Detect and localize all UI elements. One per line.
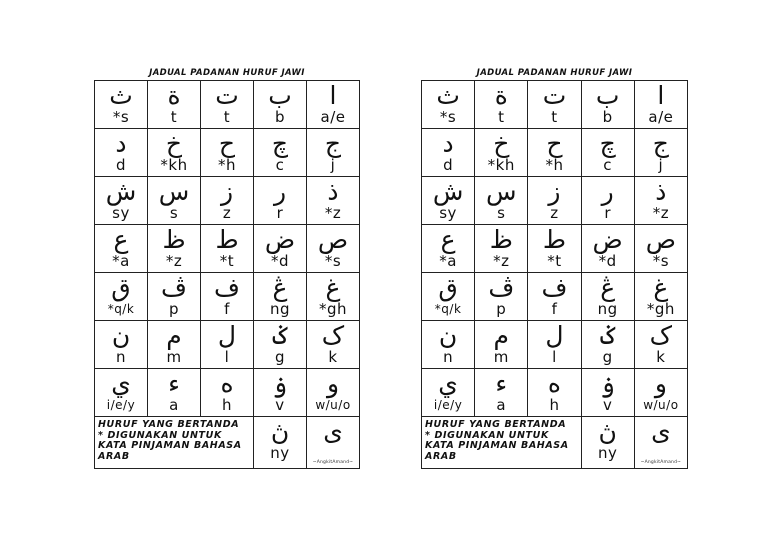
letter-cell	[475, 369, 528, 417]
letter-cell	[95, 369, 148, 417]
letter-cell	[634, 321, 687, 369]
letter-cell	[95, 321, 148, 369]
latin-equivalent: m	[493, 348, 509, 366]
latin-equivalent: a/e	[648, 108, 674, 126]
jawi-letter: ز	[220, 177, 234, 206]
jawi-letter: ر	[273, 177, 287, 206]
jawi-letter: م	[493, 321, 510, 350]
jawi-letter: ش	[105, 177, 137, 206]
jawi-letter: ف	[541, 273, 568, 302]
latin-equivalent: a/e	[320, 108, 346, 126]
jawi-letter: چ	[271, 129, 289, 158]
table-row	[95, 129, 360, 177]
letter-cell	[581, 417, 634, 469]
footnote-line: * DIGUNAKAN UNTUK	[98, 429, 222, 441]
letter-cell	[254, 273, 307, 321]
letter-cell	[528, 225, 581, 273]
latin-equivalent: j	[330, 156, 336, 174]
letter-table	[94, 80, 360, 469]
table-row	[422, 321, 688, 369]
latin-equivalent: r	[604, 204, 611, 222]
latin-equivalent: *z	[493, 252, 510, 270]
letter-cell	[307, 129, 360, 177]
latin-equivalent: *t	[547, 252, 562, 270]
jawi-letter: ث	[109, 81, 133, 110]
jawi-letter: ء	[168, 369, 180, 398]
latin-equivalent: *h	[545, 156, 564, 174]
jawi-letter: ة	[167, 81, 181, 110]
latin-equivalent: t	[551, 108, 558, 126]
latin-equivalent: *d	[270, 252, 290, 270]
letter-cell	[95, 273, 148, 321]
jawi-letter: و	[326, 369, 340, 398]
letter-cell	[634, 225, 687, 273]
letter-cell	[201, 225, 254, 273]
letter-cell	[95, 177, 148, 225]
latin-equivalent: j	[658, 156, 664, 174]
table-row	[422, 369, 688, 417]
jawi-letter: ش	[432, 177, 464, 206]
latin-equivalent: p	[168, 300, 180, 318]
jawi-letter: د	[442, 129, 454, 158]
letter-cell	[307, 321, 360, 369]
latin-equivalent: i/e/y	[106, 398, 136, 412]
jawi-letter: ب	[268, 81, 292, 110]
latin-equivalent: *gh	[646, 300, 675, 318]
jawi-letter: ه	[547, 369, 562, 398]
letter-cell	[581, 81, 634, 129]
latin-equivalent: ny	[597, 444, 618, 462]
table-row	[95, 369, 360, 417]
letter-cell	[95, 129, 148, 177]
latin-equivalent: ng	[269, 300, 291, 318]
table-row	[95, 417, 360, 469]
latin-equivalent: *s	[439, 108, 457, 126]
latin-equivalent: n	[443, 348, 454, 366]
letter-cell	[422, 81, 475, 129]
letter-table-body	[95, 81, 360, 469]
latin-equivalent: v	[602, 396, 613, 414]
jawi-letter: ڠ	[272, 273, 288, 302]
latin-equivalent: *t	[219, 252, 235, 270]
letter-cell	[201, 273, 254, 321]
letter-cell	[422, 321, 475, 369]
latin-equivalent: l	[224, 348, 230, 366]
table-row	[95, 321, 360, 369]
letter-cell	[528, 177, 581, 225]
table-row	[422, 129, 688, 177]
letter-cell	[307, 273, 360, 321]
letter-cell	[475, 81, 528, 129]
jawi-letter: ص	[317, 225, 349, 254]
jawi-letter: ل	[217, 321, 237, 350]
letter-cell	[307, 369, 360, 417]
letter-cell	[581, 321, 634, 369]
letter-cell	[581, 369, 634, 417]
jawi-letter: ه	[220, 369, 234, 398]
latin-equivalent: w/u/o	[643, 398, 679, 412]
latin-equivalent: c	[603, 156, 613, 174]
letter-cell	[422, 225, 475, 273]
jawi-letter: ث	[436, 81, 460, 110]
footnote-line: HURUF YANG BERTANDA	[425, 419, 567, 430]
latin-equivalent: ng	[597, 300, 618, 318]
jawi-letter: ع	[440, 225, 456, 254]
latin-equivalent: *d	[598, 252, 617, 270]
letter-cell	[634, 417, 687, 469]
table-row	[422, 273, 688, 321]
letter-cell	[581, 129, 634, 177]
footnote-line: * DIGUNAKAN UNTUK	[425, 429, 549, 441]
jawi-letter: ح	[218, 129, 236, 158]
jawi-letter: ط	[215, 225, 239, 254]
jawi-letter: ن	[438, 321, 458, 350]
letter-cell	[254, 81, 307, 129]
jawi-letter: ب	[595, 81, 620, 110]
latin-equivalent: f	[551, 300, 558, 318]
letter-cell	[307, 417, 360, 469]
jawi-letter: ذ	[655, 177, 667, 206]
credit-text: ~AngkitAmand~	[312, 460, 354, 465]
latin-equivalent: k	[656, 348, 666, 366]
letter-cell	[95, 225, 148, 273]
jawi-letter: ج	[324, 129, 342, 158]
jawi-letter: ز	[548, 177, 561, 206]
footnote-line: HURUF YANG BERTANDA	[98, 419, 240, 430]
latin-equivalent: i/e/y	[433, 398, 463, 412]
jawi-letter: ح	[546, 129, 563, 158]
latin-equivalent: sy	[112, 204, 130, 222]
letter-cell	[475, 129, 528, 177]
letter-cell	[528, 369, 581, 417]
latin-equivalent: b	[602, 108, 613, 126]
jawi-letter: ڤ	[488, 273, 515, 302]
latin-equivalent: z	[222, 204, 232, 222]
jawi-letter: ة	[494, 81, 508, 110]
letter-cell	[254, 417, 307, 469]
footnote-line: ARAB	[425, 450, 457, 462]
latin-equivalent: s	[497, 204, 506, 222]
jawi-letter: ظ	[162, 225, 186, 254]
jawi-letter: ى	[323, 417, 343, 446]
letter-cell	[634, 369, 687, 417]
letter-cell	[201, 369, 254, 417]
letter-cell	[634, 129, 687, 177]
table-row	[422, 81, 688, 129]
jawi-letter: ى	[651, 417, 671, 446]
latin-equivalent: *kh	[160, 156, 188, 174]
latin-equivalent: r	[276, 204, 284, 222]
jawi-letter: ء	[495, 369, 508, 398]
latin-equivalent: *gh	[318, 300, 348, 318]
jawi-letter: ڽ	[598, 417, 617, 446]
latin-equivalent: w/u/o	[315, 398, 351, 412]
letter-cell	[148, 369, 201, 417]
letter-cell	[528, 321, 581, 369]
letter-cell	[201, 129, 254, 177]
letter-cell	[475, 225, 528, 273]
latin-equivalent: h	[549, 396, 560, 414]
footnote	[95, 417, 254, 469]
latin-equivalent: *a	[439, 252, 457, 270]
latin-equivalent: *z	[324, 204, 342, 222]
latin-equivalent: g	[274, 348, 286, 366]
letter-cell	[475, 273, 528, 321]
latin-equivalent: *h	[217, 156, 236, 174]
letter-cell	[581, 273, 634, 321]
jawi-letter: ظ	[489, 225, 513, 254]
letter-cell	[148, 273, 201, 321]
latin-equivalent: a	[496, 396, 507, 414]
letter-cell	[581, 225, 634, 273]
table-row	[95, 177, 360, 225]
jawi-letter: ي	[111, 369, 131, 398]
latin-equivalent: v	[275, 396, 285, 414]
table-row	[95, 225, 360, 273]
latin-equivalent: c	[275, 156, 285, 174]
footnote	[422, 417, 582, 469]
latin-equivalent: *s	[652, 252, 670, 270]
letter-cell	[528, 129, 581, 177]
letter-cell	[201, 81, 254, 129]
latin-equivalent: m	[166, 348, 182, 366]
jawi-letter: ض	[592, 225, 623, 254]
letter-cell	[422, 273, 475, 321]
latin-equivalent: z	[550, 204, 559, 222]
letter-cell	[634, 81, 687, 129]
latin-equivalent: h	[221, 396, 232, 414]
letter-cell	[254, 225, 307, 273]
jawi-letter: ݢ	[272, 321, 288, 350]
jawi-letter: چ	[599, 129, 616, 158]
letter-cell	[422, 177, 475, 225]
letter-cell	[254, 321, 307, 369]
jawi-letter: ک	[649, 321, 673, 350]
latin-equivalent: *s	[324, 252, 342, 270]
latin-equivalent: t	[223, 108, 231, 126]
latin-equivalent: t	[170, 108, 178, 126]
credit-text: ~AngkitAmand~	[640, 460, 682, 465]
jawi-letter: ل	[545, 321, 564, 350]
latin-equivalent: n	[115, 348, 126, 366]
latin-equivalent: sy	[439, 204, 457, 222]
latin-equivalent: p	[496, 300, 507, 318]
table-row	[95, 273, 360, 321]
letter-cell	[148, 129, 201, 177]
latin-equivalent: d	[115, 156, 127, 174]
letter-cell	[475, 177, 528, 225]
letter-cell	[254, 177, 307, 225]
jawi-letter: ۏ	[272, 369, 288, 398]
letter-cell	[307, 225, 360, 273]
jawi-letter: ت	[542, 81, 567, 110]
letter-cell	[581, 177, 634, 225]
latin-equivalent: t	[498, 108, 505, 126]
jawi-letter: و	[654, 369, 667, 398]
table-row	[422, 177, 688, 225]
jawi-letter: ط	[542, 225, 567, 254]
chart-title: JADUAL PADANAN HURUF JAWI	[149, 68, 305, 78]
letter-table-body	[422, 81, 688, 469]
footnote-line: ARAB	[98, 450, 130, 462]
jawi-letter: ض	[264, 225, 296, 254]
jawi-letter: ذ	[327, 177, 339, 206]
latin-equivalent: b	[274, 108, 286, 126]
jawi-letter: د	[115, 129, 127, 158]
letter-cell	[422, 369, 475, 417]
latin-equivalent: *z	[652, 204, 670, 222]
jawi-letter: ف	[214, 273, 240, 302]
letter-cell	[148, 81, 201, 129]
jawi-letter: ۏ	[600, 369, 615, 398]
letter-cell	[254, 129, 307, 177]
jawi-letter: ا	[329, 81, 337, 110]
latin-equivalent: f	[224, 300, 230, 318]
jawi-letter: خ	[493, 129, 510, 158]
jawi-letter: م	[166, 321, 182, 350]
jawi-letter: غ	[325, 273, 341, 302]
latin-equivalent: l	[552, 348, 557, 366]
letter-cell	[528, 273, 581, 321]
jawi-chart-right	[421, 66, 688, 469]
letter-cell	[201, 177, 254, 225]
jawi-letter: ن	[111, 321, 131, 350]
jawi-letter: ع	[113, 225, 129, 254]
letter-cell	[422, 129, 475, 177]
letter-cell	[475, 321, 528, 369]
jawi-letter: خ	[165, 129, 183, 158]
jawi-letter: س	[486, 177, 517, 206]
jawi-letter: ق	[438, 273, 458, 302]
latin-equivalent: *a	[112, 252, 130, 270]
letter-cell	[528, 81, 581, 129]
latin-equivalent: a	[169, 396, 179, 414]
letter-cell	[201, 321, 254, 369]
jawi-letter: غ	[653, 273, 669, 302]
jawi-letter: ص	[645, 225, 676, 254]
letter-cell	[634, 177, 687, 225]
letter-cell	[307, 177, 360, 225]
jawi-letter: ت	[215, 81, 239, 110]
table-row	[422, 417, 688, 469]
jawi-letter: ڠ	[600, 273, 616, 302]
latin-equivalent: ny	[270, 444, 290, 462]
jawi-letter: ک	[321, 321, 345, 350]
latin-equivalent: *s	[112, 108, 130, 126]
jawi-letter: ي	[438, 369, 458, 398]
latin-equivalent: d	[443, 156, 454, 174]
latin-equivalent: *z	[165, 252, 183, 270]
jawi-letter: ج	[652, 129, 669, 158]
latin-equivalent: *q/k	[434, 302, 462, 316]
letter-cell	[148, 177, 201, 225]
table-row	[422, 225, 688, 273]
latin-equivalent: g	[602, 348, 613, 366]
latin-equivalent: *kh	[487, 156, 515, 174]
letter-cell	[95, 81, 148, 129]
jawi-letter: ر	[601, 177, 614, 206]
chart-title: JADUAL PADANAN HURUF JAWI	[476, 68, 633, 78]
jawi-chart-left	[94, 66, 360, 469]
latin-equivalent: k	[328, 348, 338, 366]
jawi-letter: ڽ	[270, 417, 290, 446]
letter-cell	[254, 369, 307, 417]
letter-cell	[148, 225, 201, 273]
jawi-letter: ق	[111, 273, 131, 302]
table-row	[95, 81, 360, 129]
jawi-letter: س	[158, 177, 190, 206]
letter-cell	[307, 81, 360, 129]
latin-equivalent: s	[169, 204, 179, 222]
letter-cell	[148, 321, 201, 369]
jawi-letter: ڤ	[161, 273, 187, 302]
latin-equivalent: *q/k	[107, 302, 135, 316]
letter-cell	[634, 273, 687, 321]
footnote-line: KATA PINJAMAN BAHASA	[98, 440, 242, 451]
jawi-letter: ا	[657, 81, 665, 110]
letter-table	[421, 80, 688, 469]
jawi-letter: ݢ	[600, 321, 615, 350]
footnote-line: KATA PINJAMAN BAHASA	[425, 440, 569, 451]
